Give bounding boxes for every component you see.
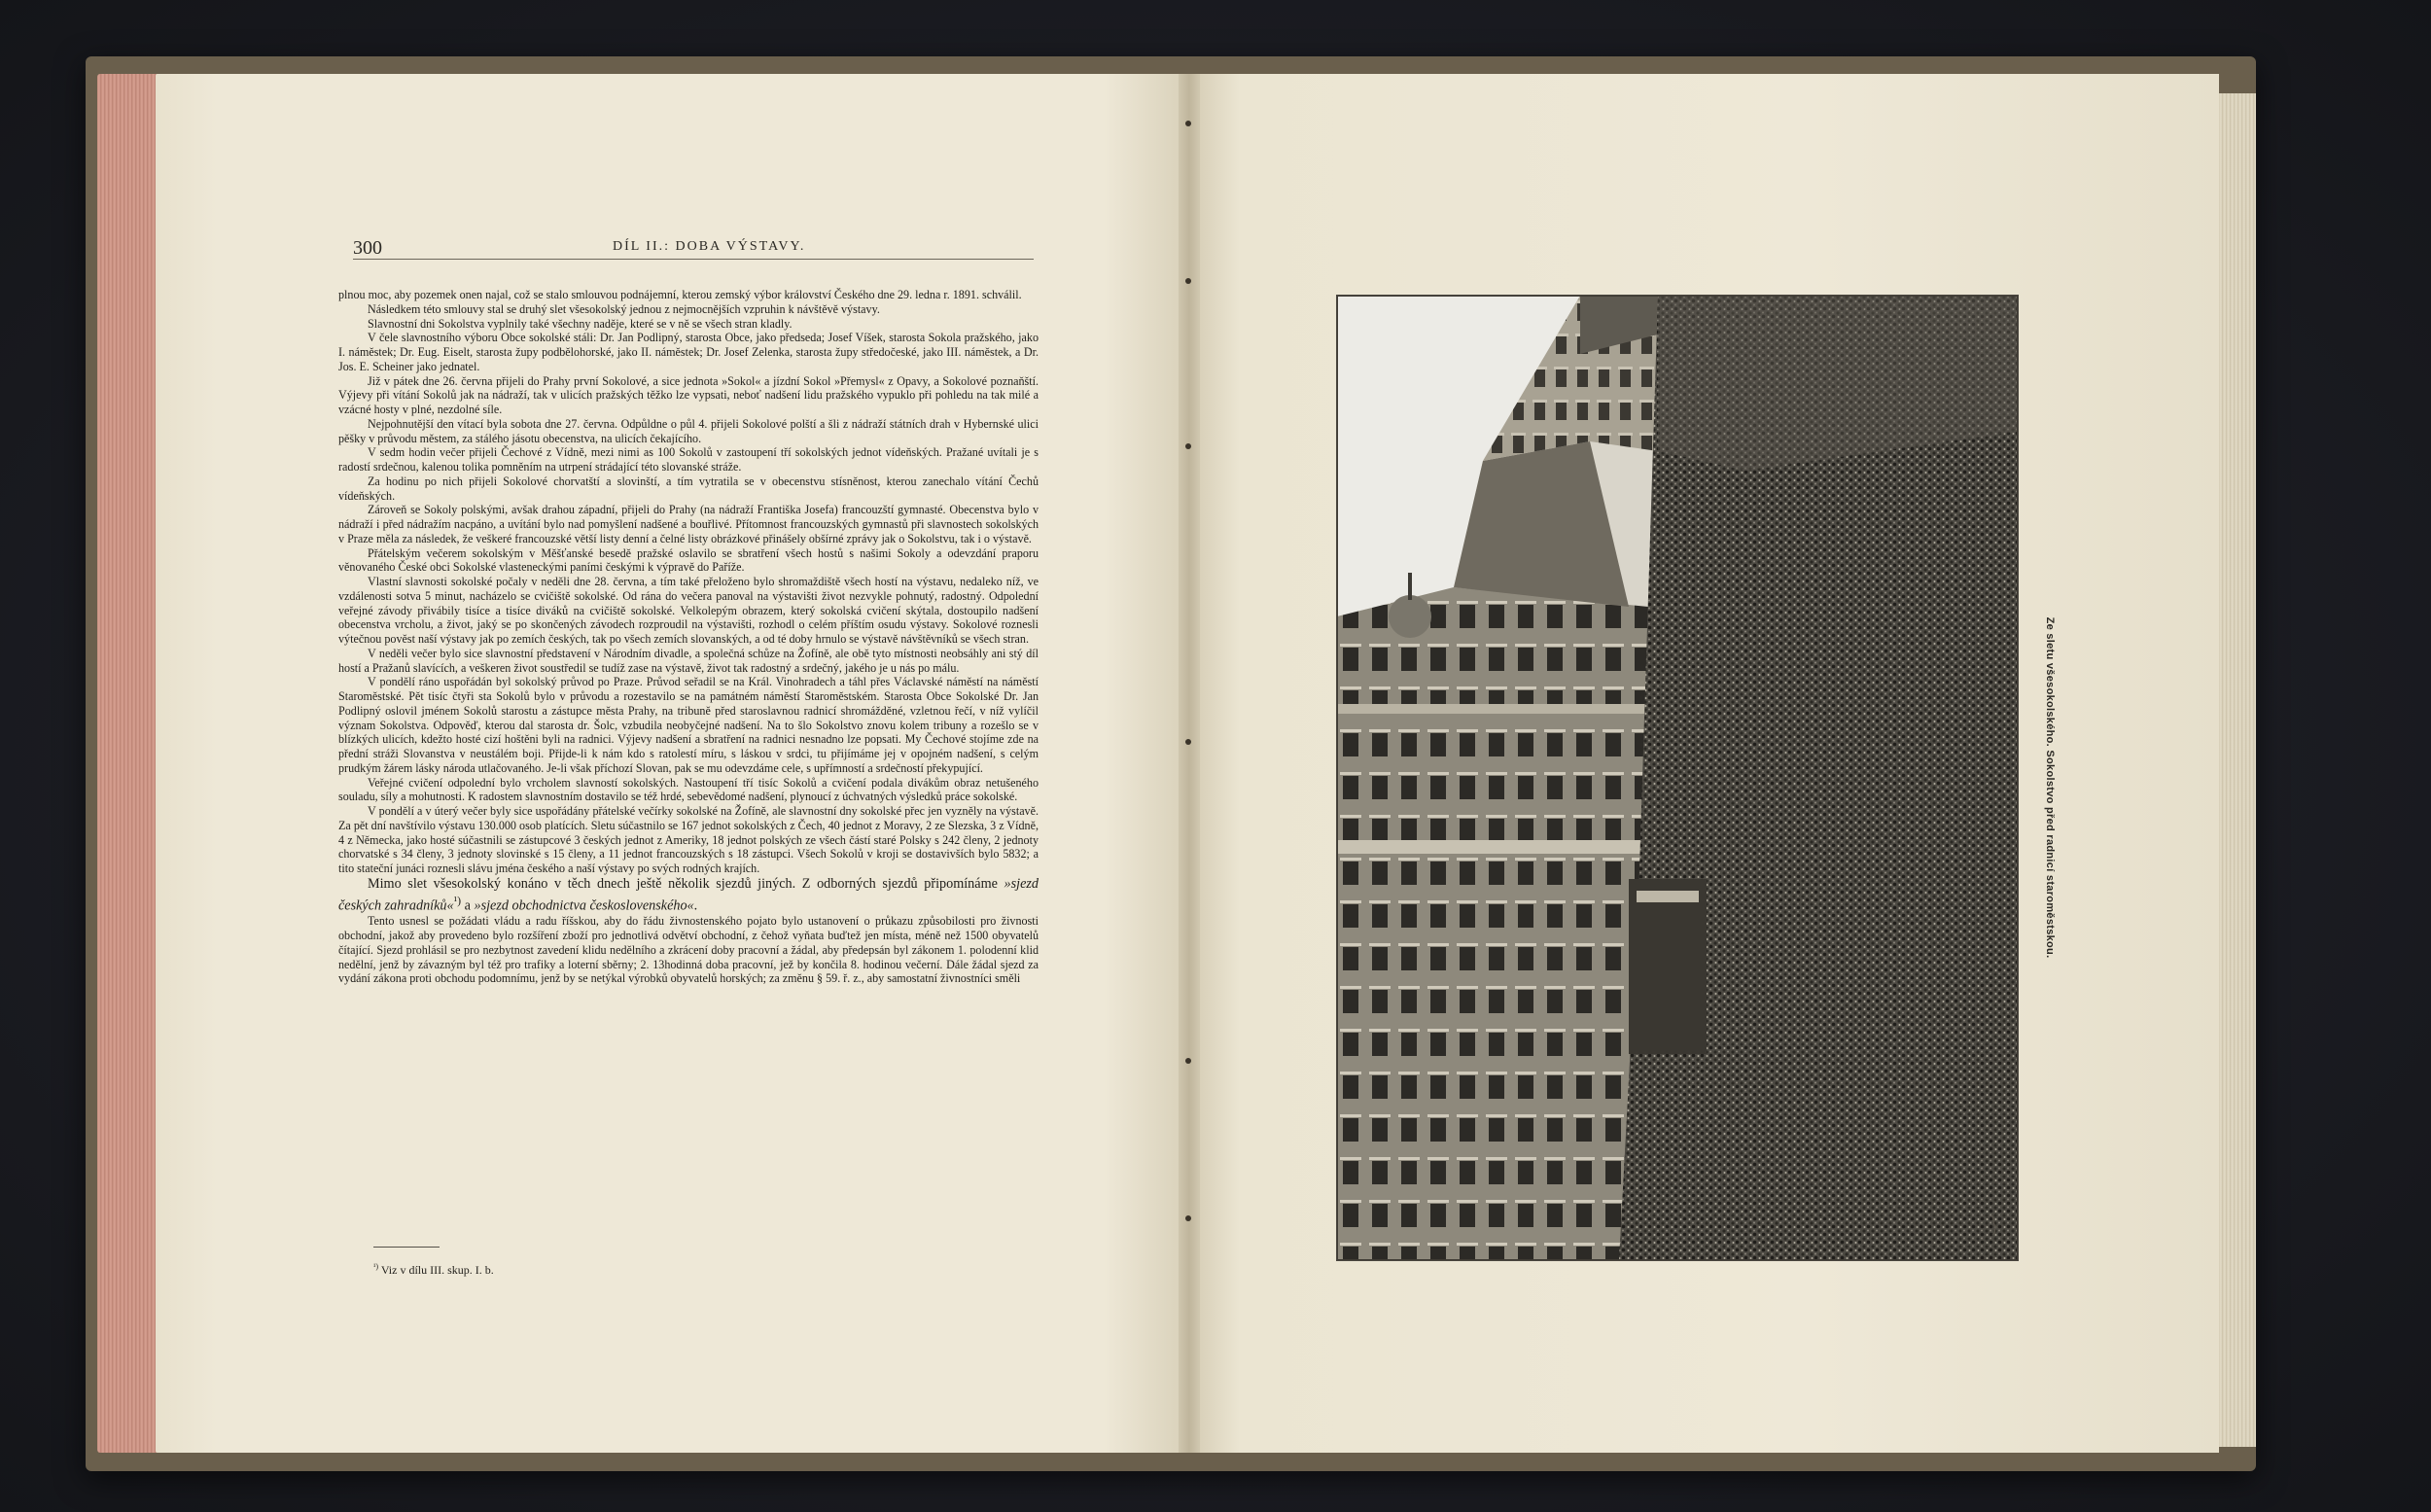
text-run: a [461,897,475,914]
photo-caption-text: Ze sletu všesokolského. Sokolstvo před radnicí staroměstskou. [2044,616,2056,959]
paragraph: Již v pátek dne 26. června přijeli do Prahy první Sokolové, a sice jednota »Sokol« a jízdní Sokol »Přemysl« z Opavy, a Sokolové poznaňští. Výjevy při vítání Sokolů jak na nádraží, tak v ulicích pražských těžko lze vypsati, neboť nadšení lidu pražského vypuklo při pohledu na tak milé a vzácné hosty v plné, nezdolné síle. [338,373,1039,416]
paragraph: Zároveň se Sokoly polskými, avšak drahou západní, přijeli do Prahy (na nádraží Františka Josefa) francouzští gymnasté. Obecenstva bylo v nádraží i před nádražím nacpáno, a uvítání bylo nad pomyšlení nadšené a bouřlivé. Přítomnost francouzských gymnastů při slavnostech sokolských v Praze měla za následek, že veškeré francouzské větší listy denní a čelné listy obrázkové přinášely obšírné zprávy jak o Sokolstvu, tak i o výstavě. [338,503,1039,545]
paragraph: Přátelským večerem sokolským v Měšťanské besedě pražské oslavilo se sbratření všech hostů s našimi Sokoly a odevzdání praporu věnovaného České obci Sokolské vlasteneckými paními českými k výpravě do Paříže. [338,545,1039,575]
binding-stitch [1185,1058,1191,1064]
page-edges-right [2215,93,2256,1447]
paragraph: V pondělí ráno uspořádán byl sokolský průvod po Praze. Průvod seřadil se na Král. Vinohradech a táhl přes Václavské náměstí na náměstí Staroměstské. Pět tisíc čtyři sta Sokolů bylo v průvodu a rozestavilo se na památném náměstí Staroměstském. Starosta Obce Sokolské Dr. Jan Podlipný oslovil jménem Sokolů starostu a zástupce města Prahy, na tribuně před staroslavnou radnicí shromážděné, vzletnou řečí, v níž vylíčil význam Sokolstva. Odpověď, kterou dal starosta dr. Šolc, vzbudila neobyčejné nadšení. Na to šlo Sokolstvo znovu kolem tribuny a rozešlo se v blízkých ulicích, kdežto hosté cizí hoštěni byli na radnici. Výjevy nadšení a sbratření na radnici nesnadno lze popsati. My Čechové stojíme zde na přední stráži Slovanstva v neustálém boji. Přijde-li k nám kdo s ratolestí míru, s láskou v srdci, tu přijímáme jej v opojném nadšení, s celým prudkým žárem lásky národa utlačovaného. Je-li však příchozí Slovan, pak se mu odevzdáme cele, s upřímností a srdečností překypující. [338,675,1039,775]
paragraph: Nejpohnutější den vítací byla sobota dne 27. června. Odpůldne o půl 4. přijeli Sokolové polští a šli z nádraží státních drah v Hybernské ulici pěšky v průvodu městem, za stálého jásotu obecenstva, na ulicích čekajícího. [338,416,1039,445]
photo-plate [1336,295,2019,1261]
paragraph: V čele slavnostního výboru Obce sokolské stáli: Dr. Jan Podlipný, starosta Obce, jako předseda; Josef Víšek, starosta Sokola pražského, jako I. náměstek; Dr. Eug. Eiselt, starosta župy podbělohorské, jako II. náměstek; Dr. Josef Zelenka, starosta župy středočeské, jako III. náměstek, a Dr. Jos. E. Scheiner jako jednatel. [338,331,1039,373]
body-text [338,288,1039,986]
binding-stitch [1185,278,1191,284]
photo-caption [2040,603,2060,972]
text-run: Mimo slet všesokolský konáno v těch dnech ještě několik sjezdů jiných. Z odborných sjezdů připomínáme [368,875,1004,892]
paragraph: plnou moc, aby pozemek onen najal, což se stalo smlouvou podnájemní, kterou zemský výbor království Českého dne 29. ledna r. 1891. schválil. [338,288,1022,301]
binding-stitch [1185,1215,1191,1221]
emphasis-text: »sjezd obchodnictva československého« [474,897,694,914]
crowd-photograph [1337,296,2018,1260]
footnote-mark: ¹) [373,1262,379,1271]
binding-stitch [1185,739,1191,745]
paragraph: Následkem této smlouvy stal se druhý slet všesokolský jednou z nejmocnějších vzpruhin k návštěvě výstavy. [368,301,880,316]
binding-stitch [1185,121,1191,126]
footnote-rule [373,1247,440,1248]
text-run: . [693,897,698,914]
running-head [353,237,1034,260]
page-number: 300 [353,237,382,259]
paragraph: Slavnostní dni Sokolstva vyplnily také všechny naděje, které se v ně se všech stran kladly. [368,316,793,331]
paragraph: V pondělí a v úterý večer byly sice uspořádány přátelské večírky sokolské na Žofíně, ale slavnostní dny sokolské přec jen vyzněly na výstavě. Za pět dní navštívilo výstavu 130.000 osob platících. Sletu súčastnilo se 167 jednot sokolských z Čech, 40 jednot z Moravy, 2 ze Slezska, 3 z Vídně, 4 z Německa, jako hosté súčastnili se zástupcové 3 českých jednot z Ameriky, 18 jednot polských ze všech částí staré Polsky s 242 členy, 2 jednoty chorvatské s 34 členy, 3 jednoty slovinské s 15 členy, a 11 jednot francouzských s 18 zástupci. Všech Sokolů v kroji se dostavivších bylo 5832; a tito stateční junáci roznesli slávu jména českého a naší výstavy po svých rodných krajích. [338,804,1039,875]
paragraph-congresses [338,876,1039,915]
photographer-signature-icon [1990,1213,1999,1237]
binding-stitch [1185,443,1191,449]
footnote-reference: ¹) [453,893,462,907]
emphasis-text: »sjezd českých zahradníků« [338,875,1039,914]
paragraph: V sedm hodin večer přijeli Čechové z Vídně, mezi nimi as 100 Sokolů v zastoupení tří sokolských jednot vídeňských. Pražané uvítali je s radostí srdečnou, kalenou tolika pomněním na utrpení strádající této slovanské stráže. [338,445,1039,474]
paragraph: V neděli večer bylo sice slavnostní představení v Národním divadle, a společná schůze na Žofíně, ale obě tyto místnosti neobsáhly ani stý díl hostí a Pražanů slavících, a veškeren život soustředil se tudíž zase na výstavě, život tak radostný a srdečný, jakého je u nás po málu. [338,646,1039,675]
paragraph: Veřejné cvičení odpolední bylo vrcholem slavností sokolských. Nastoupení tří tisíc Sokolů a cvičení podala divákům obraz netušeného souladu, síly a mohutnosti. K radostem slavnostním dostavilo se též hrdé, sebevědomé nadšení, plynoucí z úchvatných výsledků práce sokolské. [338,775,1039,804]
paragraph: Vlastní slavnosti sokolské počaly v neděli dne 28. června, a tím také přeloženo bylo shromaždiště všech hostí na výstavu, nedaleko níž, ve vzdálenosti sotva 5 minut, nacházelo se cvičiště sokolské. Od rána do večera panoval na výstavišti život nezvykle pohnutý, radostný. Odpolední veřejné závody přivábily tisíce a tisíce diváků na cvičiště sokolské. Velkolepým obrazem, který sokolská cvičení skýtala, dostoupilo nadšení obecenstva vrcholu, a život, jaký se po skončených závodech rozproudil na výstavišti, rozhodl o celém příštím osudu výstavy. Sokolové roznesli výtečnou pověst naší výstavy jak po zemích českých, tak po všech zemích slovanských, a od té doby hrnulo se výstavě návštěvníků se všech stran. [338,575,1039,646]
footnote [373,1262,494,1278]
chapter-title: DÍL II.: DOBA VÝSTAVY. [613,239,806,254]
page-edges-left [97,74,163,1453]
paragraph: Tento usnesl se požádati vládu a radu říšskou, aby do řádu živnostenského pojato bylo ustanovení o průkazu způsobilosti pro živnosti obchodní, jakož aby provedeno bylo rozšíření zboží pro jednotlivá odvětví obchodní, z čehož vyňata buďtež jen místa, méně než 1500 obyvatelů čítající. Sjezd prohlásil se pro nezbytnost zavedení klidu nedělního a zkrácení doby pracovní a žádal, aby předepsán byl zákonem 1. polodenní klid nedělní, jenž by závazným byl též pro trafiky a loterní sběrny; 2. 13hodinná doba pracovní, jež by končila 8. hodinou večerní. Dále žádal sjezd za vydání zákona proti obchodu podomnímu, jenž by se netýkal výrobků obyvatelů horských; za změnu § 59. ř. z., aby samostatní živnostníci směli [338,914,1039,986]
footnote-text: Viz v dílu III. skup. I. b. [378,1263,494,1277]
paragraph: Za hodinu po nich přijeli Sokolové chorvatští a slovinští, a tím vytratila se v obecenstvu stísněnost, kterou zanechalo vítání Čechů vídeňských. [338,474,1039,503]
